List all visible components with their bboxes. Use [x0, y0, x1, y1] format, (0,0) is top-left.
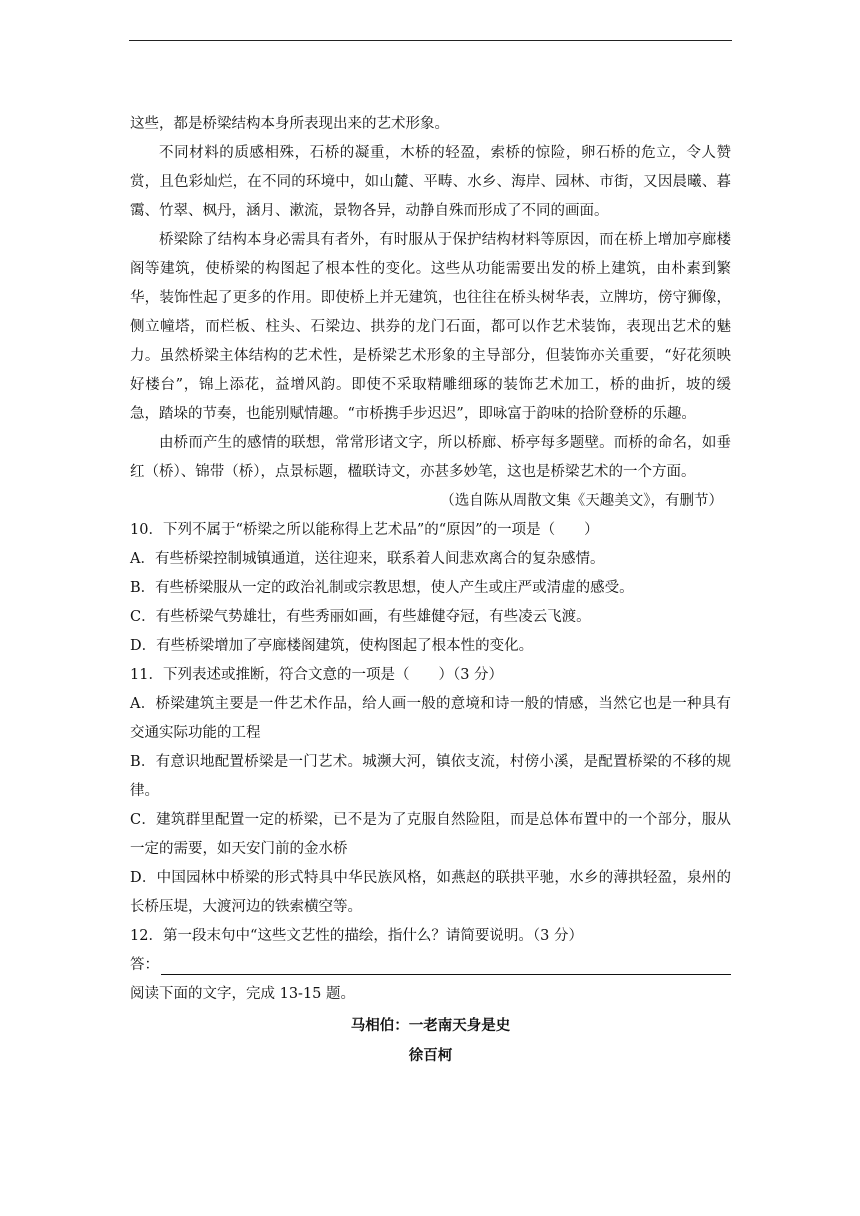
question-11-stem: 11．下列表述或推断，符合文意的一项是（ ）（3 分）	[130, 667, 504, 683]
passage-paragraph-1-tail: 这些，都是桥梁结构本身所表现出来的艺术形象。	[130, 116, 449, 132]
passage-paragraph-3: 桥梁除了结构本身必需具有者外，有时服从于保护结构材料等原因，而在桥上增加亭廊楼阁等建筑，使桥梁的构图起了根本性的变化。这些从功能需要出发的桥上建筑，由朴素到繁华，装饰性起了更多的作用。即使桥上并无建筑，也往往在桥头树华表，立牌坊，傍守狮像，侧立幢塔，而栏板、柱头、石梁边、拱券的龙门石面，都可以作艺术装饰，表现出艺术的魅力。虽然桥梁主体结构的艺术性，是桥梁艺术形象的主导部分，但装饰亦关重要，“好花须映好楼台”，锦上添花，益增风韵。即使不采取精雕细琢的装饰艺术加工，桥的曲折，坡的缓急，踏垛的节奏，也能别赋情趣。“市桥携手步迟迟”，即咏富于韵味的拾阶登桥的乐趣。	[130, 232, 731, 422]
question-11-option-b: B．有意识地配置桥梁是一门艺术。城濒大河，镇依支流，村傍小溪，是配置桥梁的不移的规律。	[130, 754, 731, 799]
article-title: 马相伯：一老南天身是史	[350, 1018, 511, 1034]
question-10-stem: 10．下列不属于“桥梁之所以能称得上艺术品”的“原因”的一项是（ ）	[130, 522, 599, 538]
passage-paragraph-2: 不同材料的质感相殊，石桥的凝重，木桥的轻盈，索桥的惊险，卵石桥的危立，令人赞赏，且色彩灿烂，在不同的环境中，如山麓、平畴、水乡、海岸、园林、市街，又因晨曦、暮霭、竹翠、枫丹，涵月、漱流，景物各异，动静自殊而形成了不同的画面。	[130, 145, 731, 219]
question-10-option-a: A．有些桥梁控制城镇通道，送往迎来，联系着人间悲欢离合的复杂感情。	[130, 551, 605, 567]
question-12-answer-row	[130, 951, 731, 980]
header-rule	[129, 40, 732, 41]
question-10-option-d: D．有些桥梁增加了亭廊楼阁建筑，使构图起了根本性的变化。	[130, 638, 534, 654]
question-10-option-b: B．有些桥梁服从一定的政治礼制或宗教思想，使人产生或庄严或清虚的感受。	[130, 580, 634, 596]
reading-instruction: 阅读下面的文字，完成 13-15 题。	[130, 986, 356, 1002]
document-body	[130, 110, 731, 1071]
question-11-option-c: C．建筑群里配置一定的桥梁，已不是为了克服自然险阻，而是总体布置中的一个部分，服从一定的需要，如天安门前的金水桥	[130, 812, 731, 857]
answer-label: 答：	[130, 957, 159, 973]
passage-paragraph-4: 由桥而产生的感情的联想，常常形诸文字，所以桥廊、桥亭每多题壁。而桥的命名，如垂红（桥）、锦带（桥），点景标题，楹联诗文，亦甚多妙笔，这也是桥梁艺术的一个方面。	[130, 435, 731, 480]
question-11-option-a: A．桥梁建筑主要是一件艺术作品，给人画一般的意境和诗一般的情感，当然它也是一种具有交通实际功能的工程	[130, 696, 731, 741]
article-author: 徐百柯	[408, 1048, 453, 1064]
question-11-option-d: D．中国园林中桥梁的形式特具中华民族风格，如燕赵的联拱平驰，水乡的薄拱轻盈，泉州的长桥压堤，大渡河边的铁索横空等。	[130, 870, 731, 915]
answer-blank-line[interactable]	[161, 956, 731, 975]
passage-source: （选自陈从周散文集《天趣美文》，有删节）	[440, 493, 723, 509]
question-10-option-c: C．有些桥梁气势雄壮，有些秀丽如画，有些雄健夺冠，有些凌云飞渡。	[130, 609, 591, 625]
question-12-stem: 12．第一段末句中“这些文艺性的描绘，指什么？请简要说明。（3 分）	[130, 928, 583, 944]
